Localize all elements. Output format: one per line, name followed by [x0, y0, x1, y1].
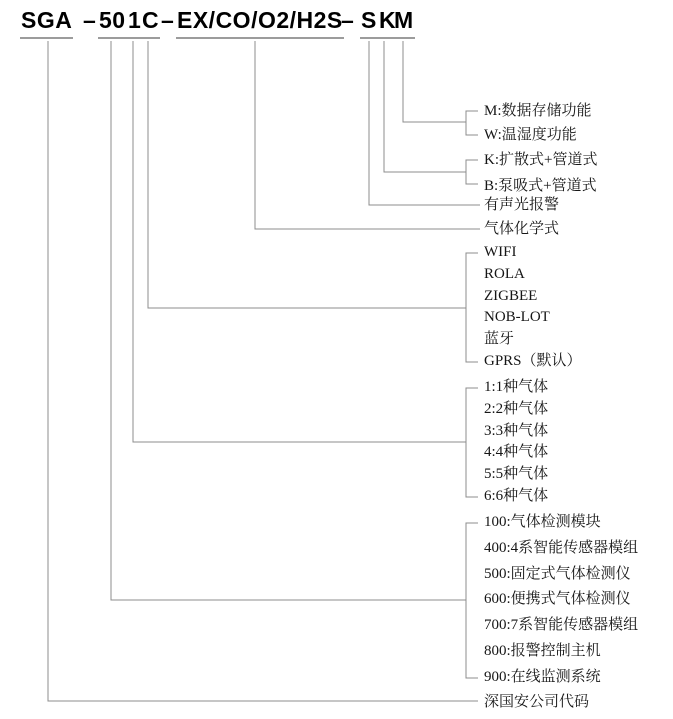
model-code-series-segment: 50 [98, 7, 127, 39]
series-option: 800:报警控制主机 [484, 642, 601, 659]
comms-option: ROLA [484, 265, 525, 282]
connector-sampling-line [384, 41, 466, 172]
chemical-label: 气体化学式 [484, 221, 560, 237]
model-code-gas-count-segment: 1 [127, 7, 142, 39]
gas-count-option: 6:6种气体 [484, 487, 549, 504]
series-option: 500:固定式气体检测仪 [484, 565, 631, 582]
storage-option: W:温湿度功能 [484, 127, 577, 143]
model-code-alarm-segment: S [360, 7, 378, 39]
series-option: 600:便携式气体检测仪 [484, 591, 631, 608]
gas-count-option: 4:4种气体 [484, 444, 549, 461]
series-option: 900:在线监测系统 [484, 668, 601, 685]
gas-count-option: 2:2种气体 [484, 400, 549, 417]
series-option: 100:气体检测模块 [484, 514, 601, 530]
comms-option-group [484, 242, 582, 373]
model-code-comms-segment: C [141, 7, 160, 39]
series-option: 700:7系智能传感器模组 [484, 617, 639, 634]
model-code-sampling-segment: K [378, 7, 397, 39]
connector-alarm-line [369, 41, 480, 205]
bracket-series [466, 523, 478, 678]
gas-count-option: 1:1种气体 [484, 379, 549, 395]
gas-count-option: 3:3种气体 [484, 422, 549, 439]
bracket-storage [466, 111, 478, 135]
comms-option: WIFI [484, 244, 517, 260]
model-code-title [0, 7, 673, 41]
alarm-label: 有声光报警 [484, 197, 560, 213]
gas-count-option-group [484, 377, 548, 508]
connector-storage-line [403, 41, 466, 122]
connector-gas-count-line [133, 41, 466, 442]
dash-separator: – [161, 7, 175, 33]
storage-option: M:数据存储功能 [484, 103, 592, 119]
connector-series-line [111, 41, 466, 600]
comms-option: 蓝牙 [484, 331, 515, 348]
gas-count-option: 5:5种气体 [484, 466, 549, 483]
connector-comms-line [148, 41, 466, 308]
comms-option: NOB-LOT [484, 309, 550, 326]
connector-company-line [48, 41, 478, 701]
model-code-gas-list-segment: EX/CO/O2/H2S [176, 7, 344, 39]
sampling-option: B:泵吸式+管道式 [484, 178, 597, 194]
sampling-option-group [484, 147, 597, 199]
dash-separator: – [341, 7, 355, 33]
comms-option: GPRS（默认） [484, 352, 582, 369]
connector-chemical-line [255, 41, 480, 229]
series-option: 400:4系智能传感器模组 [484, 539, 639, 556]
company-code-label: 深国安公司代码 [484, 694, 590, 710]
bracket-gas-count [466, 388, 478, 497]
dash-separator: – [83, 7, 97, 33]
series-option-group [484, 510, 638, 691]
model-code-storage-segment: M [393, 7, 415, 39]
bracket-comms [466, 253, 478, 362]
storage-option-group [484, 99, 592, 147]
model-code-company-segment: SGA [20, 7, 73, 39]
sampling-option: K:扩散式+管道式 [484, 152, 598, 168]
bracket-sampling [466, 160, 478, 184]
comms-option: ZIGBEE [484, 287, 538, 304]
